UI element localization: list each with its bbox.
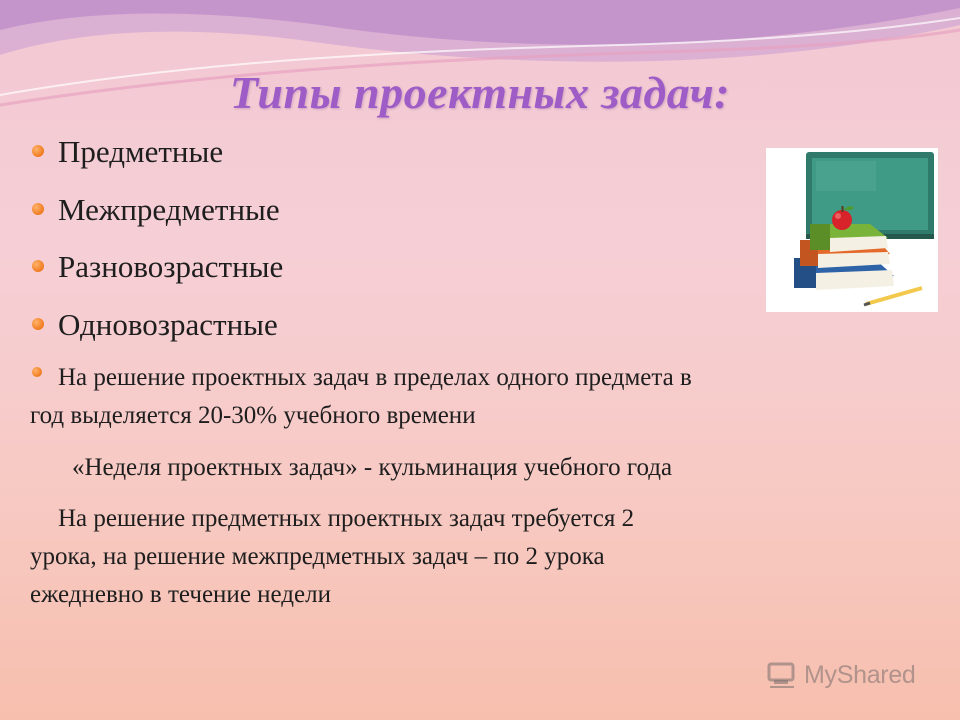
list-item-label: Одновозрастные [58, 306, 278, 342]
bullet-icon [32, 203, 44, 215]
project-week-paragraph: «Неделя проектных задач» - кульминация учебного года [72, 454, 673, 481]
list-item [30, 248, 750, 306]
paragraph-line: На решение проектных задач в пределах одного предмета в [58, 364, 692, 391]
bullet-icon [32, 260, 44, 272]
list-item-label: Предметные [58, 134, 224, 169]
myshared-watermark [766, 655, 916, 695]
list-item [30, 133, 750, 191]
paragraph-line: год выделяется 20-30% учебного времени [30, 402, 476, 429]
bullet-icon [32, 318, 44, 330]
lesson-count-paragraph [30, 500, 940, 614]
paragraph-line: ежедневно в течение недели [30, 581, 331, 608]
books-chalkboard-icon [766, 148, 938, 312]
watermark-text: MyShared [804, 660, 916, 689]
books-illustration [766, 148, 938, 312]
slide-title: Типы проектных задач: [229, 67, 731, 118]
project-types-list [30, 133, 750, 363]
myshared-logo-icon [766, 661, 798, 689]
bullet-icon [32, 145, 44, 157]
list-item [30, 191, 750, 249]
list-item-label: Межпредметные [58, 191, 280, 227]
list-item-label: Разновозрастные [58, 249, 284, 284]
paragraph-line: урока, на решение межпредметных задач – по 2 урока [30, 543, 605, 570]
paragraph-line: На решение предметных проектных задач требуется 2 [58, 505, 635, 532]
time-allocation-paragraph [30, 359, 940, 435]
list-item [30, 306, 750, 364]
bullet-icon [32, 367, 42, 377]
